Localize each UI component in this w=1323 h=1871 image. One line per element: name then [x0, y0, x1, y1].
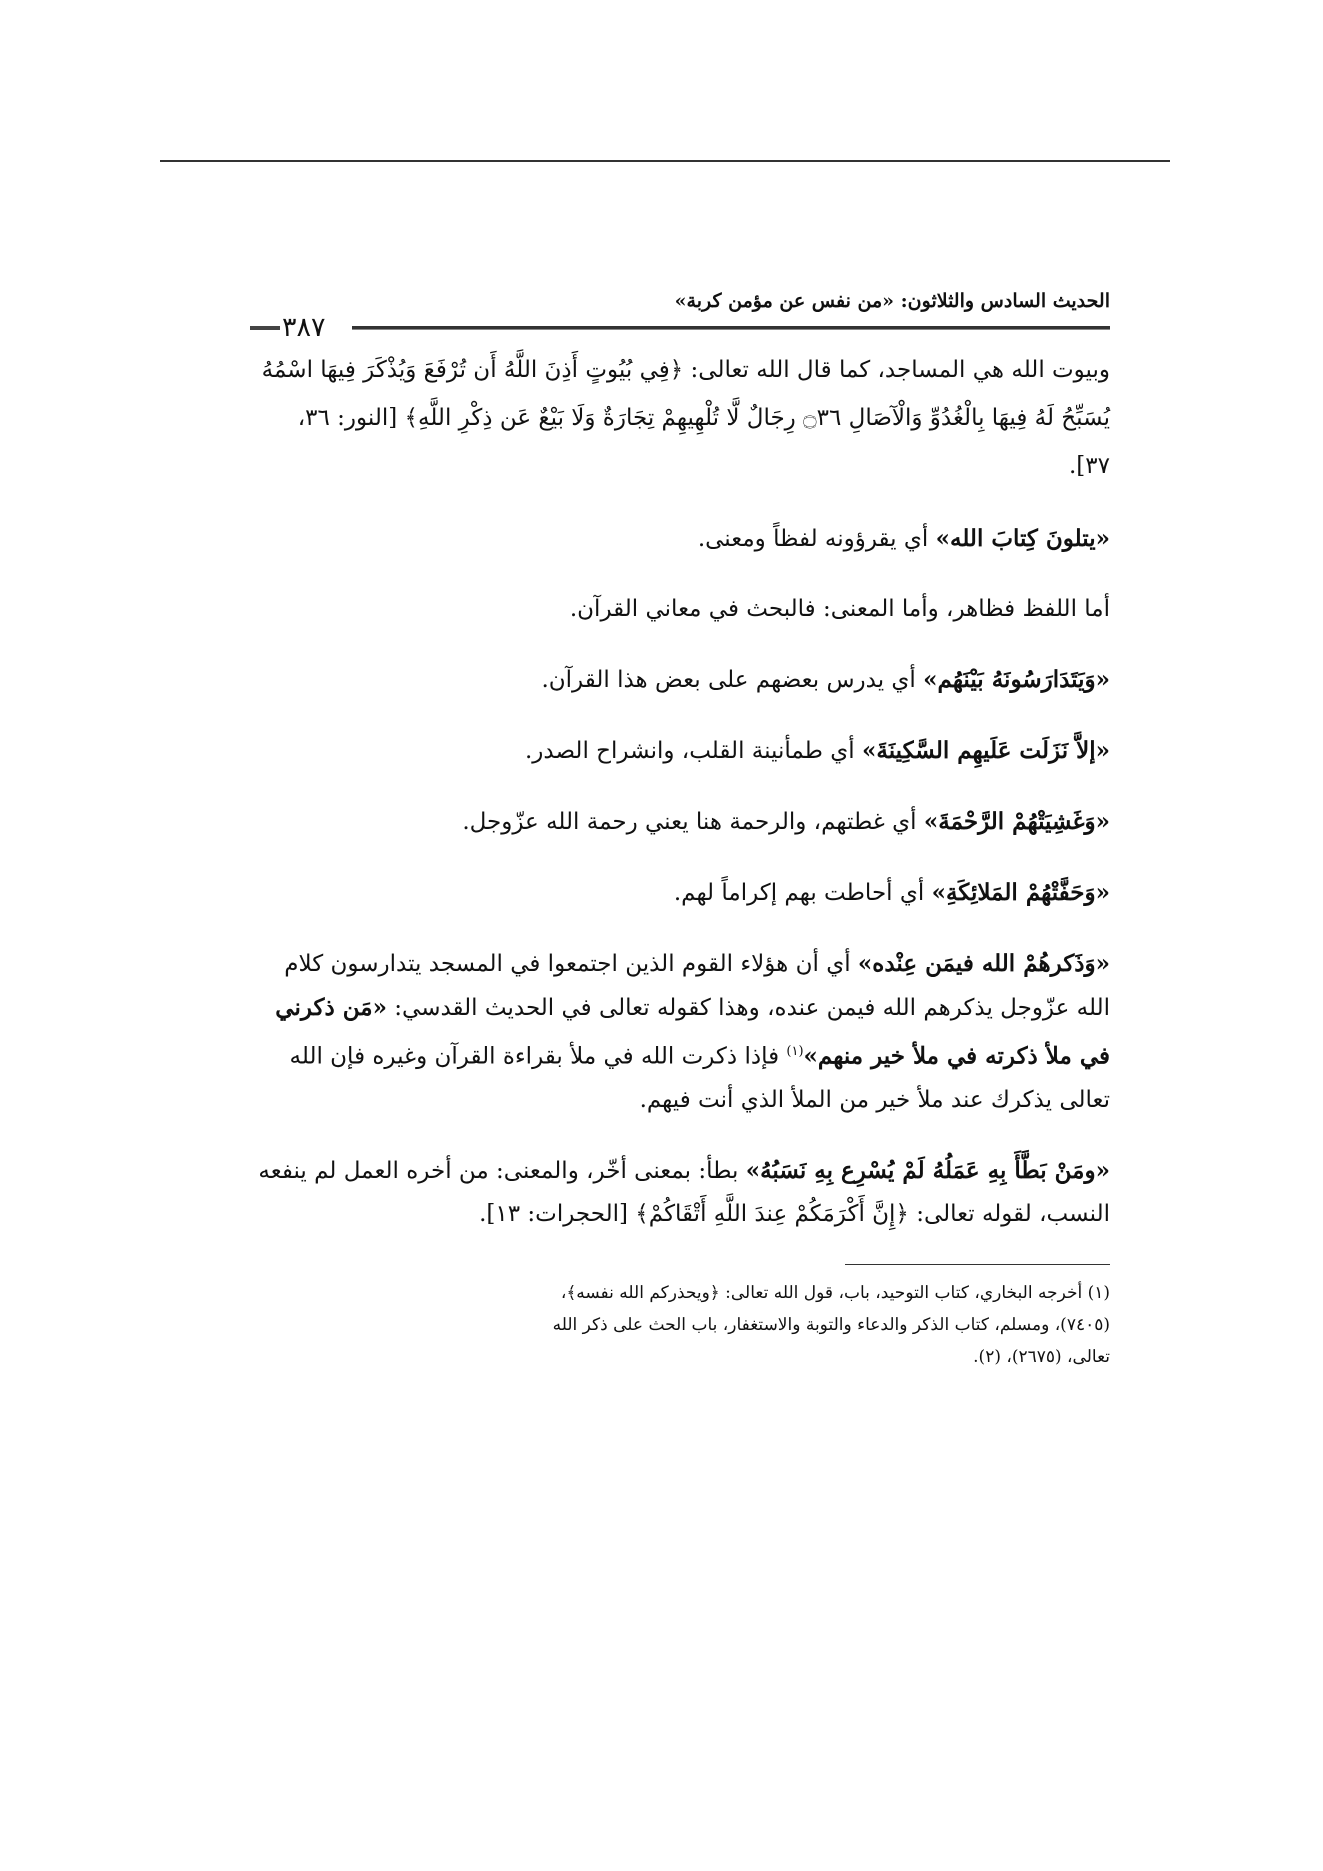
running-head-rule	[352, 326, 1110, 330]
paragraph	[250, 729, 1110, 773]
paragraph: وبيوت الله هي المساجد، كما قال الله تعالى: ﴿فِي بُيُوتٍ أَذِنَ اللَّهُ أَن تُرْفَعَ وَيُذْكَرَ فِيهَا اسْمُهُ يُسَبِّحُ لَهُ فِيهَا بِالْغُدُوِّ وَالْآصَالِ ۝٣٦ رِجَالٌ لَّا تُلْهِيهِمْ تِجَارَةٌ وَلَا بَيْعٌ عَن ذِكْرِ اللَّهِ﴾ [النور: ٣٦، ٣٧].	[261, 357, 1110, 479]
body-text	[250, 346, 1110, 1236]
footnote-line: تعالى، (٢٦٧٥)، (٢).	[973, 1346, 1110, 1367]
hadith-quote: «وَغَشِيَتْهُمْ الرَّحْمَةَ»	[923, 808, 1110, 835]
running-head-ornament	[250, 326, 280, 330]
footnote	[250, 1277, 1110, 1373]
paragraph	[250, 942, 1110, 1122]
paragraph-text: بطأ: بمعنى أخّر، والمعنى: من أخره العمل لم ينفعه النسب، لقوله تعالى: ﴿إِنَّ أَكْرَمَكُمْ عِندَ اللَّهِ أَتْقَاكُمْ﴾ [الحجرات: ١٣].	[258, 1157, 1110, 1227]
paragraph-text: أي يقرؤونه لفظاً ومعنى.	[697, 526, 936, 552]
paragraph-text: أي طمأنينة القلب، وانشراح الصدر.	[525, 738, 863, 764]
footnote-line: (٧٤٠٥)، ومسلم، كتاب الذكر والدعاء والتوبة والاستغفار، باب الحث على ذكر الله	[552, 1314, 1110, 1335]
paragraph	[250, 1149, 1110, 1236]
paragraph	[250, 871, 1110, 915]
page-number: ٣٨٧	[282, 312, 326, 343]
running-head	[250, 290, 1110, 346]
page	[250, 290, 1110, 1373]
paragraph: أما اللفظ فظاهر، وأما المعنى: فالبحث في معاني القرآن.	[569, 596, 1110, 622]
paragraph-text: أي أحاطت بهم إكراماً لهم.	[673, 880, 932, 906]
top-rule	[160, 160, 1170, 162]
hadith-quote: «وَيَتَدَارَسُونَهُ بَيْنَهُم»	[923, 666, 1110, 693]
running-head-title: الحديث السادس والثلاثون: «من نفس عن مؤمن كربة»	[674, 290, 1110, 312]
hadith-quote: «مَن ذكرني في ملأ ذكرته في ملأ خير منهم»	[275, 994, 1110, 1070]
hadith-quote: «يتلونَ كِتابَ الله»	[935, 525, 1110, 552]
hadith-quote: «إلاَّ نَزَلَت عَلَيهِم السَّكِينَةَ»	[862, 737, 1110, 764]
footnote-separator	[845, 1264, 1110, 1265]
paragraph	[250, 800, 1110, 844]
hadith-quote: «وَذَكرهُمْ الله فيمَن عِنْده»	[857, 950, 1110, 977]
hadith-quote: «وَحَفَّتْهُمْ المَلائِكَةِ»	[931, 879, 1110, 906]
paragraph-text: فإذا ذكرت الله في ملأ بقراءة القرآن وغيره فإن الله تعالى يذكرك عند ملأ خير من الملأ الذي أنت فيهم.	[289, 1043, 1110, 1113]
hadith-quote: «ومَنْ بَطَّأَ بِهِ عَمَلُهُ لَمْ يُسْرِع بِهِ نَسَبُهُ»	[745, 1156, 1110, 1184]
footnote-line: (١) أخرجه البخاري، كتاب التوحيد، باب، قول الله تعالى: ﴿ويحذركم الله نفسه﴾،	[560, 1282, 1110, 1303]
paragraph-text: أي أن هؤلاء القوم الذين اجتمعوا في المسجد يتدارسون كلام الله عزّوجل يذكرهم الله فيمن عنده، وهذا كقوله تعالى في الحديث القدسي:	[284, 951, 1110, 1021]
paragraph	[250, 658, 1110, 702]
footnote-marker: (١)	[786, 1044, 804, 1059]
paragraph	[250, 517, 1110, 561]
paragraph-text: أي يدرس بعضهم على بعض هذا القرآن.	[541, 667, 924, 693]
paragraph-text: أي غطتهم، والرحمة هنا يعني رحمة الله عزّوجل.	[462, 809, 924, 835]
